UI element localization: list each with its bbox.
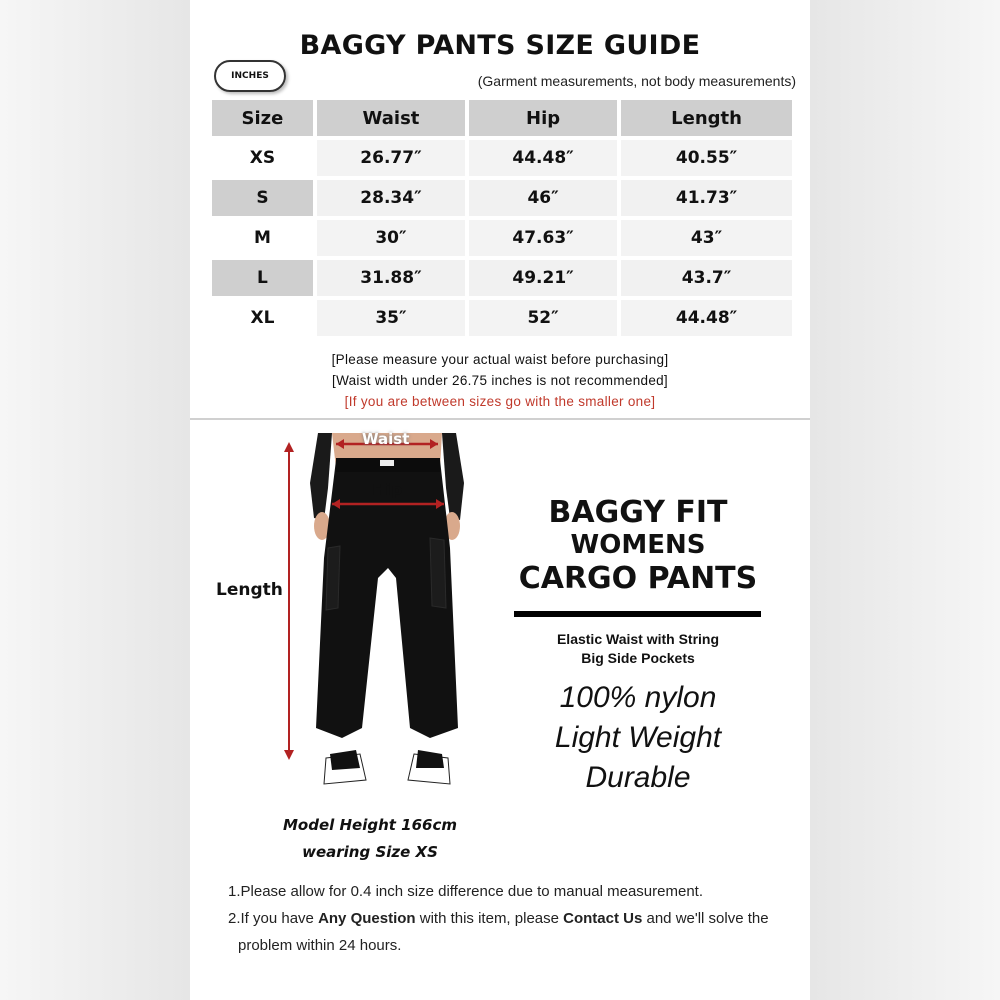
size-cell: XL	[212, 300, 313, 336]
column-header-size: Size	[212, 100, 313, 136]
length-cell: 43.7″	[621, 260, 792, 296]
headline-line: WOMENS	[570, 530, 706, 560]
size-table	[208, 96, 796, 340]
sizing-note: [Please measure your actual waist before purchasing]	[331, 352, 669, 367]
hip-cell: 44.48″	[469, 140, 617, 176]
sizing-note: [Waist width under 26.75 inches is not recommended]	[332, 373, 668, 388]
material-properties	[508, 678, 768, 798]
contact-us-link: Contact Us	[563, 910, 643, 927]
column-header-hip: Hip	[469, 100, 617, 136]
footnote-text: 2.If you have	[228, 910, 319, 927]
hip-cell: 52″	[469, 300, 617, 336]
table-header-row	[212, 100, 792, 136]
page-title: BAGGY PANTS SIZE GUIDE	[299, 30, 701, 61]
hip-label: Hip	[372, 480, 403, 499]
length-arrow-icon	[284, 442, 294, 760]
hip-cell: 46″	[469, 180, 617, 216]
background-right	[810, 0, 1000, 1000]
waist-cell: 31.88″	[317, 260, 465, 296]
footnote-text: with this item, please	[415, 910, 564, 927]
footnote-1: 1.Please allow for 0.4 inch size difference due to manual measurement.	[228, 883, 703, 900]
property-item: Durable	[585, 761, 691, 794]
sizing-note-highlight: [If you are between sizes go with the smaller one]	[344, 394, 656, 409]
size-cell: XS	[212, 140, 313, 176]
column-header-waist: Waist	[317, 100, 465, 136]
table-row	[212, 180, 792, 216]
length-label: Length	[216, 580, 283, 600]
footnotes	[228, 878, 798, 959]
feature-item: Elastic Waist with String	[556, 631, 720, 647]
size-cell: S	[212, 180, 313, 216]
measurement-note: (Garment measurements, not body measurements)	[477, 73, 796, 89]
hip-cell: 47.63″	[469, 220, 617, 256]
footnote-2-continued: problem within 24 hours.	[238, 937, 402, 954]
model-caption	[270, 812, 470, 866]
background-left	[0, 0, 190, 1000]
model-size: wearing Size XS	[302, 843, 438, 861]
product-headline	[508, 496, 768, 595]
footnote-emphasis: Any Question	[318, 910, 416, 927]
feature-list	[508, 630, 768, 668]
model-height: Model Height 166cm	[282, 816, 458, 834]
property-item: Light Weight	[554, 721, 722, 754]
waist-cell: 26.77″	[317, 140, 465, 176]
footnote-2	[228, 905, 798, 932]
table-row	[212, 220, 792, 256]
size-cell: M	[212, 220, 313, 256]
hip-cell: 49.21″	[469, 260, 617, 296]
headline-line: BAGGY FIT	[548, 495, 728, 530]
waist-cell: 35″	[317, 300, 465, 336]
waist-label: Waist	[362, 430, 410, 448]
unit-badge: INCHES	[214, 60, 286, 92]
footnote-text: and we'll solve the	[642, 910, 769, 927]
property-item: 100% nylon	[559, 681, 717, 714]
headline-underline	[514, 611, 761, 617]
sizing-notes	[190, 349, 810, 412]
size-guide-card	[190, 0, 810, 1000]
column-header-length: Length	[621, 100, 792, 136]
waist-cell: 30″	[317, 220, 465, 256]
section-divider	[190, 418, 810, 420]
table-row	[212, 140, 792, 176]
table-row	[212, 260, 792, 296]
length-cell: 44.48″	[621, 300, 792, 336]
size-cell: L	[212, 260, 313, 296]
headline-line: CARGO PANTS	[518, 561, 758, 596]
length-cell: 43″	[621, 220, 792, 256]
table-row	[212, 300, 792, 336]
length-cell: 41.73″	[621, 180, 792, 216]
length-cell: 40.55″	[621, 140, 792, 176]
feature-item: Big Side Pockets	[581, 650, 695, 666]
waist-cell: 28.34″	[317, 180, 465, 216]
